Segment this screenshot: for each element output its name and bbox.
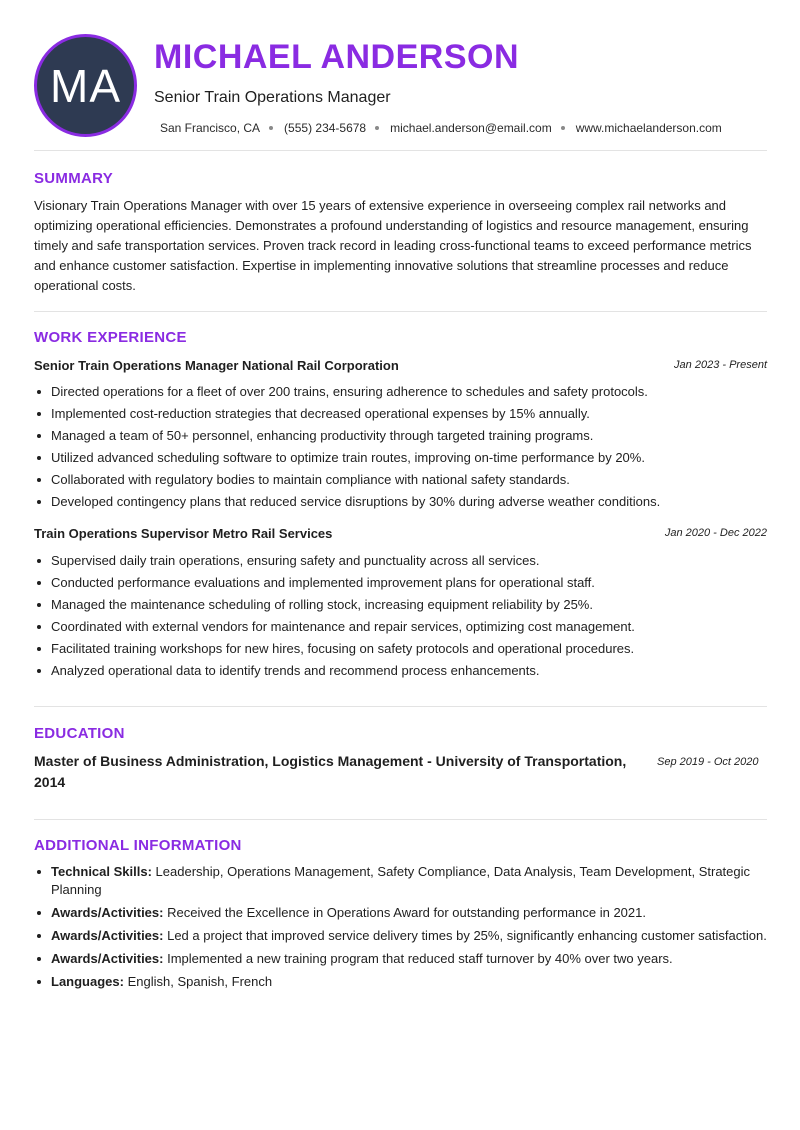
contact-website[interactable]: www.michaelanderson.com <box>575 121 722 135</box>
summary-heading: SUMMARY <box>34 170 114 187</box>
avatar <box>34 34 137 137</box>
list-item: Collaborated with regulatory bodies to maintain compliance with national safety standards. <box>34 471 767 493</box>
list-item: Supervised daily train operations, ensuring safety and punctuality across all services. <box>34 552 767 574</box>
list-item: Developed contingency plans that reduced service disruptions by 30% during adverse weather conditions. <box>34 493 767 515</box>
item-text: Implemented a new training program that reduced staff turnover by 40% over two years. <box>167 951 673 966</box>
candidate-role: Senior Train Operations Manager <box>154 89 391 106</box>
resume-header <box>34 34 767 138</box>
contact-line <box>160 121 722 135</box>
item-text: English, Spanish, French <box>127 974 273 989</box>
job-bullets <box>34 383 767 515</box>
contact-phone: (555) 234-5678 <box>284 121 390 135</box>
job-bullets <box>34 552 767 684</box>
job-date: Jan 2020 - Dec 2022 <box>664 527 767 539</box>
list-item: Conducted performance evaluations and implemented improvement plans for operational staff. <box>34 574 767 596</box>
item-text: Led a project that improved service delivery times by 25%, significantly enhancing customer satisfaction. <box>167 928 767 943</box>
item-label: Technical Skills: <box>51 864 152 879</box>
divider <box>34 819 767 820</box>
list-item: Managed the maintenance scheduling of rolling stock, increasing equipment reliability by 25%. <box>34 596 767 618</box>
item-text: Leadership, Operations Management, Safety Compliance, Data Analysis, Team Development, Strategic Planning <box>51 864 751 897</box>
avatar-initials: MA <box>50 59 121 112</box>
list-item: Facilitated training workshops for new hires, focusing on safety protocols and operational procedures. <box>34 640 767 662</box>
job-header <box>34 358 767 376</box>
list-item <box>34 950 767 968</box>
list-item <box>34 863 767 899</box>
item-label: Awards/Activities: <box>51 905 164 920</box>
job-header <box>34 526 767 544</box>
job-title: Senior Train Operations Manager National Rail Corporation <box>34 358 399 373</box>
education-degree: Master of Business Administration, Logistics Management - University of Transportation, 2014 <box>34 753 627 790</box>
list-item: Analyzed operational data to identify trends and recommend process enhancements. <box>34 662 767 684</box>
separator-dot <box>375 126 379 130</box>
list-item: Implemented cost-reduction strategies that decreased operational expenses by 15% annually. <box>34 405 767 427</box>
contact-email[interactable]: michael.anderson@email.com <box>390 121 576 135</box>
education-date: Sep 2019 - Oct 2020 <box>657 756 759 768</box>
separator-dot <box>561 126 565 130</box>
list-item <box>34 927 767 945</box>
item-label: Awards/Activities: <box>51 928 164 943</box>
list-item: Coordinated with external vendors for maintenance and repair services, optimizing cost management. <box>34 618 767 640</box>
contact-location: San Francisco, CA <box>160 121 284 135</box>
separator-dot <box>269 126 273 130</box>
list-item <box>34 904 767 922</box>
job-title: Train Operations Supervisor Metro Rail Services <box>34 526 333 541</box>
job-date: Jan 2023 - Present <box>674 359 767 371</box>
candidate-name: MICHAEL ANDERSON <box>154 38 520 76</box>
item-label: Awards/Activities: <box>51 951 164 966</box>
additional-info-heading: ADDITIONAL INFORMATION <box>34 837 242 854</box>
work-experience-heading: WORK EXPERIENCE <box>34 329 187 346</box>
additional-info-list <box>34 863 767 996</box>
summary-text: Visionary Train Operations Manager with over 15 years of extensive experience in overseeing complex rail networks and optimizing operational efficiencies. Demonstrates a profound understanding of logistics and resource management, ensuring timely and safe transportation services. Proven track record in leading cross-functional teams to exceed performance metrics and enhance customer satisfaction. Expertise in implementing innovative solutions that streamline processes and reduce operational costs. <box>34 198 752 293</box>
list-item <box>34 973 767 991</box>
item-text: Received the Excellence in Operations Award for outstanding performance in 2021. <box>167 905 646 920</box>
divider <box>34 311 767 312</box>
divider <box>34 706 767 707</box>
list-item: Managed a team of 50+ personnel, enhancing productivity through targeted training programs. <box>34 427 767 449</box>
education-heading: EDUCATION <box>34 725 125 742</box>
list-item: Utilized advanced scheduling software to optimize train routes, improving on-time performance by 20%. <box>34 449 767 471</box>
list-item: Directed operations for a fleet of over 200 trains, ensuring adherence to schedules and safety protocols. <box>34 383 767 405</box>
divider <box>34 150 767 151</box>
item-label: Languages: <box>51 974 124 989</box>
